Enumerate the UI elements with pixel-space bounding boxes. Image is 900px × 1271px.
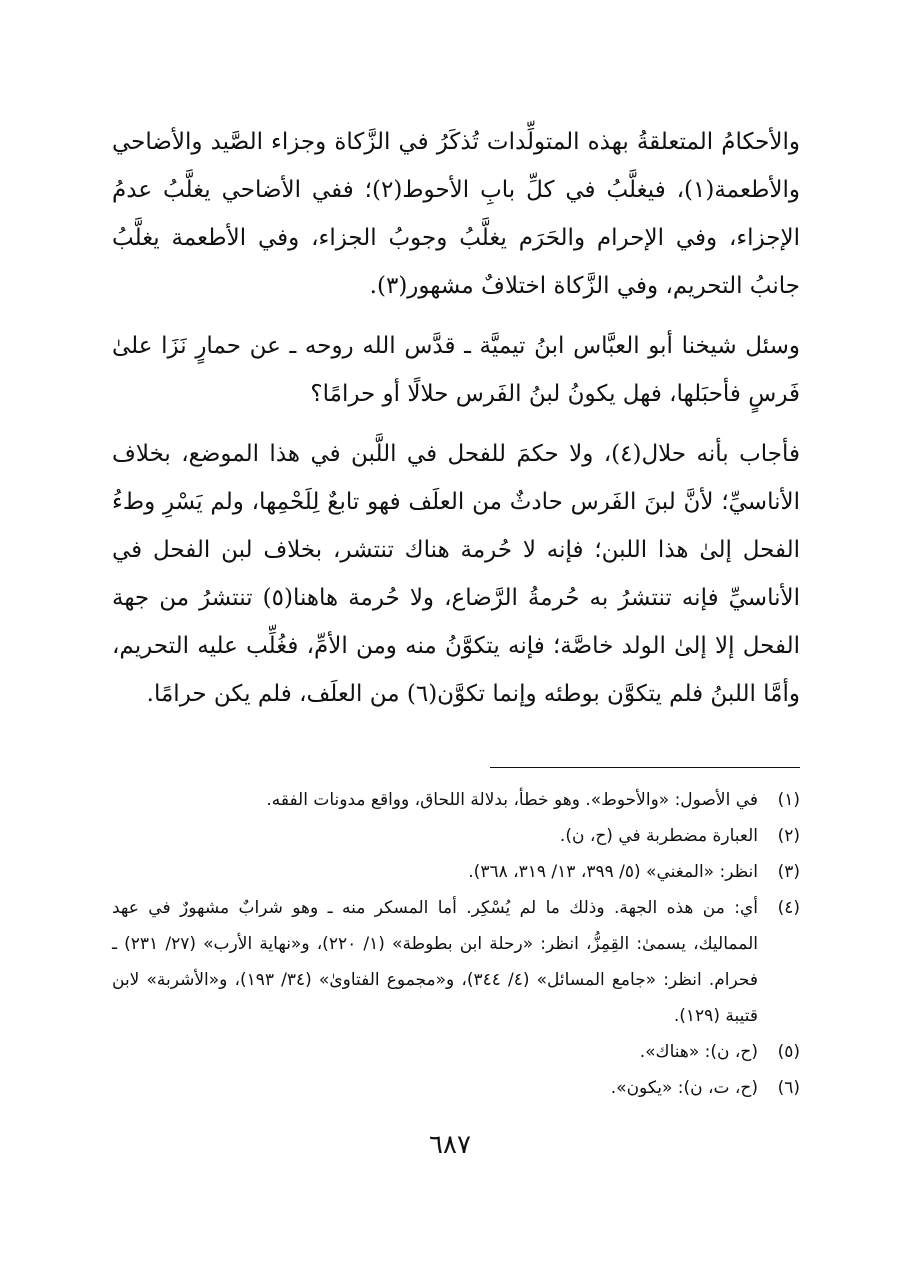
footnote-5 xyxy=(112,1034,800,1070)
footnote-number: (١) xyxy=(777,790,800,810)
footnote-4 xyxy=(112,890,800,1034)
footnote-text: أي: من هذه الجهة. وذلك ما لم يُسْكِر. أما المسكر منه ـ وهو شرابٌ مشهورٌ في عهد المماليك، يسمىٰ: القِمِزُّ، انظر: «رحلة ابن بطوطة» (١/ ٢٢٠)، و«نهاية الأرب» (٢٧/ ٢٣١) ـ فحرام. انظر: «جامع المسائل» (٤/ ٣٤٤)، و«مجموع الفتاوىٰ» (٣٤/ ١٩٣)، و«الأشربة» لابن قتيبة (١٢٩). xyxy=(112,898,758,1026)
main-text xyxy=(112,118,800,718)
footnote-text: العبارة مضطربة في (ح، ن). xyxy=(559,826,758,846)
paragraph-3: فأجاب بأنه حلال(٤)، ولا حكمَ للفحل في اللَّبن في هذا الموضع، بخلاف الأناسيِّ؛ لأنَّ لبنَ الفَرس حادثٌ من العلَف فهو تابعٌ لِلَحْمِها، ولم يَسْرِ وطءُ الفحل إلىٰ هذا اللبن؛ فإنه لا حُرمة هناك تنتشر، بخلاف لبن الفحل في الأناسيِّ فإنه تنتشرُ به حُرمةُ الرَّضاع، ولا حُرمة هاهنا(٥) تنتشرُ من جهة الفحل إلا إلىٰ الولد خاصَّة؛ فإنه يتكوَّنُ منه ومن الأمِّ، فغُلِّب عليه التحريم، وأمَّا اللبنُ فلم يتكوَّن بوطئه وإنما تكوَّن(٦) من العلَف، فلم يكن حرامًا. xyxy=(112,441,800,707)
footnote-3 xyxy=(112,854,800,890)
footnote-number: (٤) xyxy=(777,898,800,918)
footnote-number: (٥) xyxy=(777,1042,800,1062)
footnote-number: (٣) xyxy=(777,862,800,882)
footnote-text: (ح، ن): «هناك». xyxy=(639,1042,758,1062)
footnote-text: (ح، ت، ن): «يكون». xyxy=(610,1078,758,1098)
paragraph-2: وسئل شيخنا أبو العبَّاس ابنُ تيميَّة ـ قدَّس الله روحه ـ عن حمارٍ نَزَا علىٰ فَرسٍ فأحبَلها، فهل يكونُ لبنُ الفَرس حلالًا أو حرامًا؟ xyxy=(112,333,800,407)
footnote-text: انظر: «المغني» (٥/ ٣٩٩، ١٣/ ٣١٩، ٣٦٨). xyxy=(468,862,758,882)
paragraph-1: والأحكامُ المتعلقةُ بهذه المتولِّدات تُذكَرُ في الزَّكاة وجزاء الصَّيد والأضاحي والأطعمة(١)، فيغلَّبُ في كلِّ بابِ الأحوط(٢)؛ ففي الأضاحي يغلَّبُ عدمُ الإجزاء، وفي الإحرام والحَرَم يغلَّبُ وجوبُ الجزاء، وفي الأطعمة يغلَّبُ جانبُ التحريم، وفي الزَّكاة اختلافٌ مشهور(٣). xyxy=(112,129,800,299)
footnote-6 xyxy=(112,1070,800,1106)
footnotes xyxy=(112,782,800,1106)
footnote-2 xyxy=(112,818,800,854)
footnote-1 xyxy=(112,782,800,818)
footnote-number: (٢) xyxy=(777,826,800,846)
footnote-number: (٦) xyxy=(777,1078,800,1098)
page-number: ٦٨٧ xyxy=(429,1130,471,1160)
footnote-separator xyxy=(490,767,800,768)
footnote-text: في الأصول: «والأحوط». وهو خطأ، بدلالة اللحاق، وواقع مدونات الفقه. xyxy=(266,790,758,810)
